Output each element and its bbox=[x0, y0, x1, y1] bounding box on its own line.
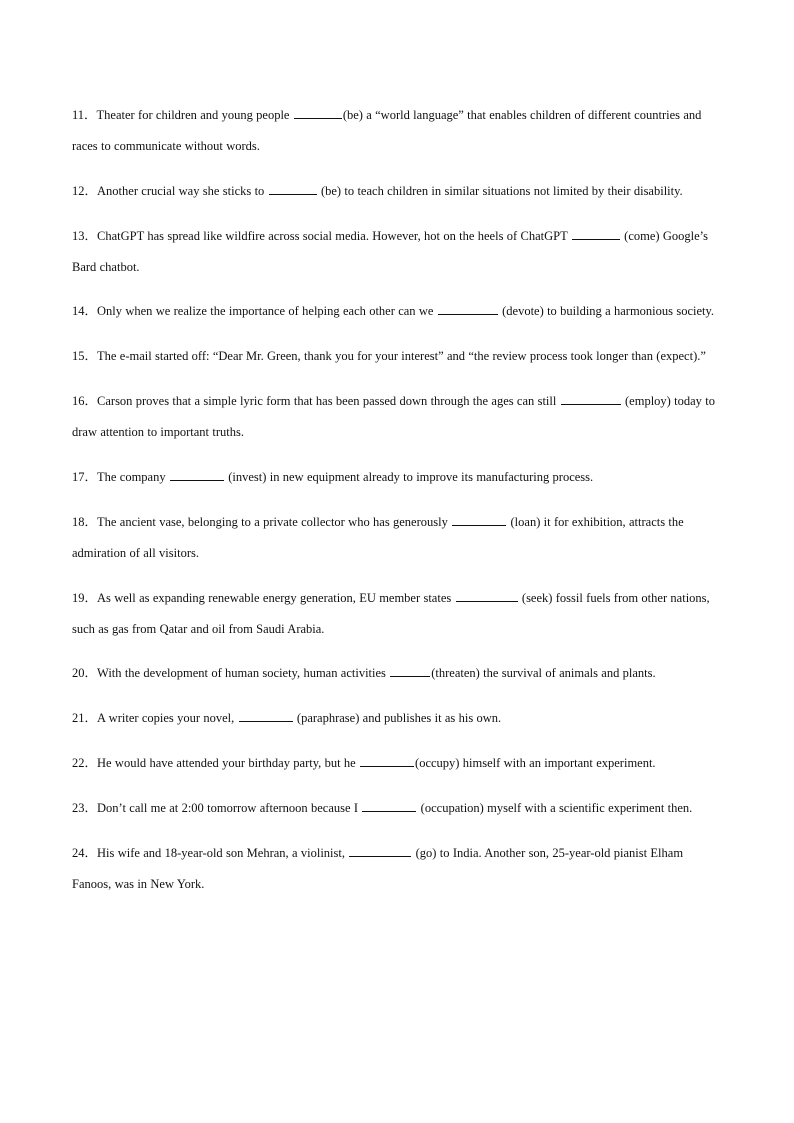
question-18: 18．The ancient vase, belonging to a private collector who has generously (loan) it for exhibition, attracts the admiration of all visitors. bbox=[72, 514, 684, 560]
question-23: 23．Don’t call me at 2:00 tomorrow afternoon because I (occupation) myself with a scientific experiment then. bbox=[72, 801, 693, 816]
answer-blank[interactable] bbox=[572, 229, 620, 240]
question-15: 15．The e-mail started off: “Dear Mr. Green, thank you for your interest” and “the review process took longer than (expect).” bbox=[72, 349, 706, 364]
answer-blank[interactable] bbox=[349, 846, 411, 857]
question-17: 17．The company (invest) in new equipment already to improve its manufacturing process. bbox=[72, 469, 594, 484]
question-number: 18． bbox=[72, 514, 98, 529]
question-number: 13． bbox=[72, 228, 98, 243]
question-number: 23． bbox=[72, 801, 98, 816]
question-number: 19． bbox=[72, 590, 98, 605]
question-number: 21． bbox=[72, 711, 98, 726]
question-11: 11．Theater for children and young people (be) a “world language” that enables children of different countries and races to communicate without words. bbox=[72, 108, 702, 153]
answer-blank[interactable] bbox=[452, 515, 506, 526]
answer-blank[interactable] bbox=[294, 108, 342, 119]
question-number: 22． bbox=[72, 756, 98, 771]
question-19: 19．As well as expanding renewable energy generation, EU member states (seek) fossil fuels from other nations, such as gas from Qatar and oil from Saudi Arabia. bbox=[72, 590, 710, 636]
question-number: 11． bbox=[72, 108, 97, 122]
question-number: 15． bbox=[72, 349, 98, 364]
answer-blank[interactable] bbox=[269, 184, 317, 195]
question-14: 14．Only when we realize the importance of helping each other can we (devote) to building a harmonious society. bbox=[72, 304, 715, 319]
question-20: 20．With the development of human society, human activities (threaten) the survival of animals and plants. bbox=[72, 666, 656, 681]
question-16: 16．Carson proves that a simple lyric form that has been passed down through the ages can still (employ) today to draw attention to important truths. bbox=[72, 393, 715, 439]
question-number: 17． bbox=[72, 469, 98, 484]
answer-blank[interactable] bbox=[170, 470, 224, 481]
answer-blank[interactable] bbox=[561, 394, 621, 405]
answer-blank[interactable] bbox=[390, 666, 430, 677]
question-24: 24．His wife and 18-year-old son Mehran, a violinist, (go) to India. Another son, 25-year-old pianist Elham Fanoos, was in New York. bbox=[72, 846, 684, 892]
question-number: 24． bbox=[72, 846, 98, 861]
answer-blank[interactable] bbox=[239, 711, 293, 722]
answer-blank[interactable] bbox=[362, 801, 416, 812]
worksheet bbox=[72, 100, 724, 914]
question-number: 20． bbox=[72, 666, 98, 681]
question-number: 12． bbox=[72, 183, 98, 198]
answer-blank[interactable] bbox=[360, 756, 414, 767]
question-number: 14． bbox=[72, 304, 98, 319]
question-12: 12．Another crucial way she sticks to (be) to teach children in similar situations not limited by their disability. bbox=[72, 183, 683, 198]
question-number: 16． bbox=[72, 393, 98, 408]
question-22: 22．He would have attended your birthday party, but he (occupy) himself with an important experiment. bbox=[72, 756, 656, 771]
question-13: 13．ChatGPT has spread like wildfire across social media. However, hot on the heels of ChatGPT (come) Google’s Bard chatbot. bbox=[72, 228, 709, 274]
answer-blank[interactable] bbox=[456, 591, 518, 602]
question-21: 21．A writer copies your novel, (paraphrase) and publishes it as his own. bbox=[72, 711, 502, 726]
answer-blank[interactable] bbox=[438, 304, 498, 315]
